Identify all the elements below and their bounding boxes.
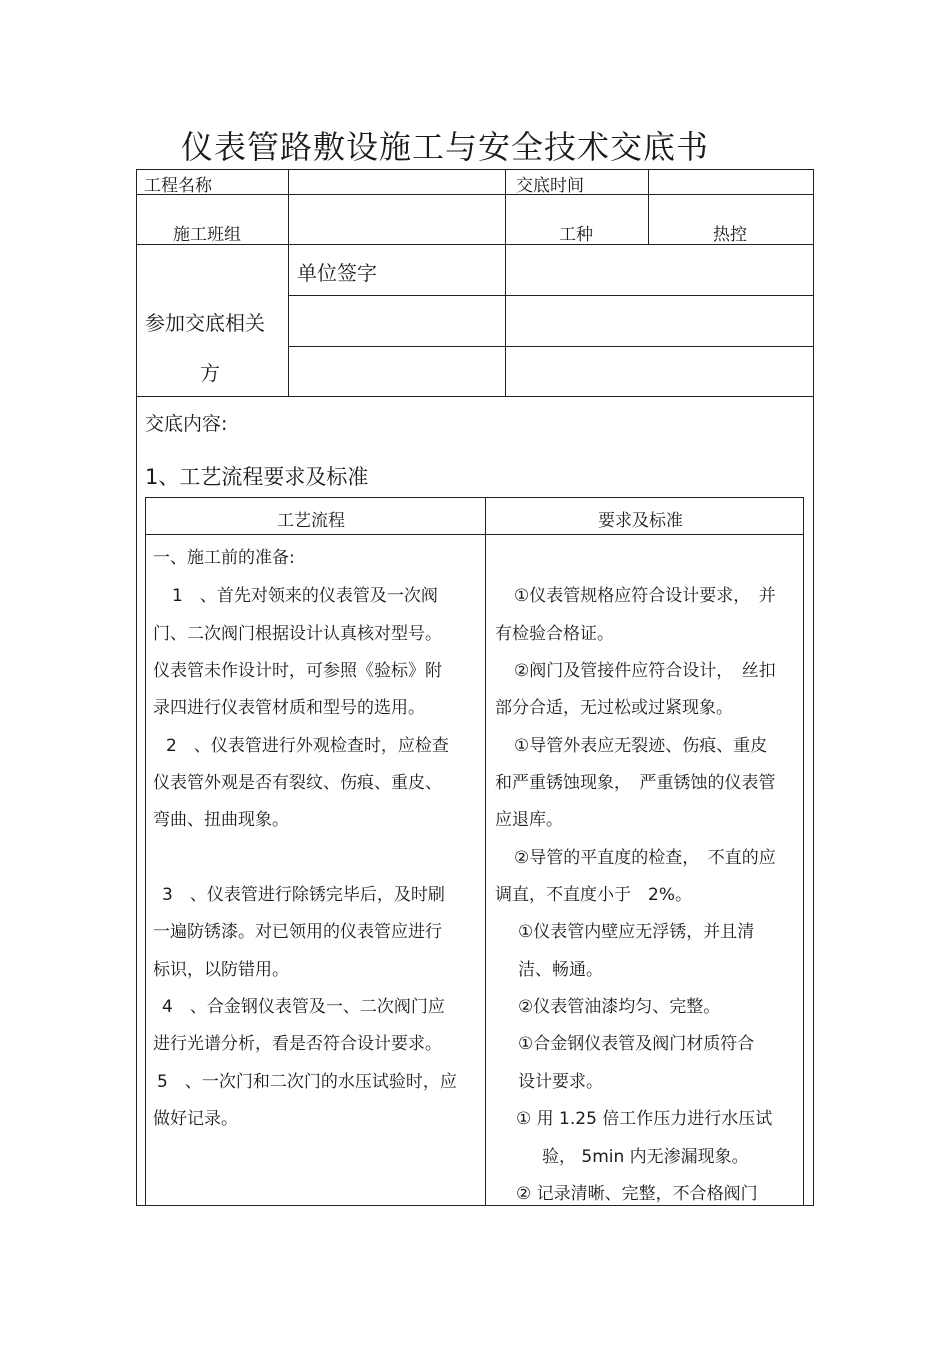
standard-line: ②阀门及管接件应符合设计， 丝扣 xyxy=(514,661,776,681)
standard-line: 应退库。 xyxy=(495,810,563,830)
process-line: 1 、首先对领来的仪表管及一次阀 xyxy=(172,586,438,606)
standard-line: ②导管的平直度的检查， 不直的应 xyxy=(514,848,776,868)
trade-label: 工种 xyxy=(559,225,593,245)
rule-parties-bottom xyxy=(136,396,814,397)
standard-line: 部分合适，无过松或过紧现象。 xyxy=(495,698,733,718)
standard-line: 有检验合格证。 xyxy=(495,624,614,644)
document-title: 仪表管路敷设施工与安全技术交底书 xyxy=(180,128,709,166)
standard-line: ②仪表管油漆均匀、完整。 xyxy=(518,997,721,1017)
unit-signature-label: 单位签字 xyxy=(297,261,377,285)
inner-rule-header xyxy=(145,534,804,535)
standard-line: ①仪表管内壁应无浮锈，并且清 xyxy=(518,922,755,942)
standard-line: ①合金钢仪表管及阀门材质符合 xyxy=(518,1034,755,1054)
standard-line: ①导管外表应无裂迹、伤痕、重皮 xyxy=(514,736,768,756)
handover-time-label: 交底时间 xyxy=(516,176,584,196)
trade-value: 热控 xyxy=(713,225,747,245)
section1-heading: 1、工艺流程要求及标准 xyxy=(145,465,369,489)
inner-rule-right xyxy=(803,497,804,1206)
standard-line: ① 用 1.25 倍工作压力进行水压试 xyxy=(516,1109,773,1129)
standard-line: ② 记录清晰、完整，不合格阀门 xyxy=(516,1184,758,1204)
standard-column-header: 要求及标准 xyxy=(598,511,683,531)
rule-right xyxy=(813,169,814,1206)
parties-label-line2: 方 xyxy=(200,361,220,385)
process-column-header: 工艺流程 xyxy=(277,511,345,531)
rule-col2 xyxy=(288,169,289,397)
process-line: 录四进行仪表管材质和型号的选用。 xyxy=(153,698,425,718)
parties-label-line1: 参加交底相关 xyxy=(145,311,265,335)
standard-line: 验， 5min 内无渗漏现象。 xyxy=(542,1147,749,1167)
rule-col3 xyxy=(505,169,506,397)
process-line: 门、二次阀门根据设计认真核对型号。 xyxy=(153,624,442,644)
process-line: 一遍防锈漆。对已领用的仪表管应进行 xyxy=(153,922,442,942)
rule-left xyxy=(136,169,137,1206)
inner-rule-top xyxy=(145,497,804,498)
rule-top xyxy=(136,169,814,170)
standard-line: ①仪表管规格应符合设计要求， 并 xyxy=(514,586,776,606)
standard-line: 调直，不直度小于 2%。 xyxy=(495,885,692,905)
rule-bottom xyxy=(136,1205,814,1206)
rule-parties-2 xyxy=(288,346,814,347)
rule-parties-1 xyxy=(288,295,814,296)
process-line: 4 、合金钢仪表管及一、二次阀门应 xyxy=(162,997,445,1017)
process-line: 2 、仪表管进行外观检查时，应检查 xyxy=(166,736,449,756)
process-line: 弯曲、扭曲现象。 xyxy=(153,810,289,830)
standard-line: 设计要求。 xyxy=(518,1072,603,1092)
inner-rule-left xyxy=(145,497,146,1206)
process-line: 仪表管外观是否有裂纹、伤痕、重皮、 xyxy=(153,773,442,793)
process-line: 进行光谱分析，看是否符合设计要求。 xyxy=(153,1034,442,1054)
rule-col4 xyxy=(648,169,649,245)
process-line: 标识，以防错用。 xyxy=(153,960,289,980)
process-line: 做好记录。 xyxy=(153,1109,238,1129)
inner-rule-mid xyxy=(485,497,486,1206)
rule-row1 xyxy=(136,194,814,195)
content-label: 交底内容: xyxy=(145,413,228,435)
process-line: 一、施工前的准备: xyxy=(153,548,295,568)
process-line: 3 、仪表管进行除锈完毕后，及时刷 xyxy=(162,885,445,905)
construction-team-label: 施工班组 xyxy=(173,225,241,245)
standard-line: 洁、畅通。 xyxy=(518,960,603,980)
project-name-label: 工程名称 xyxy=(144,176,212,196)
process-line: 5 、一次门和二次门的水压试验时，应 xyxy=(157,1072,457,1092)
standard-line: 和严重锈蚀现象， 严重锈蚀的仪表管 xyxy=(495,773,776,793)
process-line: 仪表管未作设计时，可参照《验标》附 xyxy=(153,661,442,681)
